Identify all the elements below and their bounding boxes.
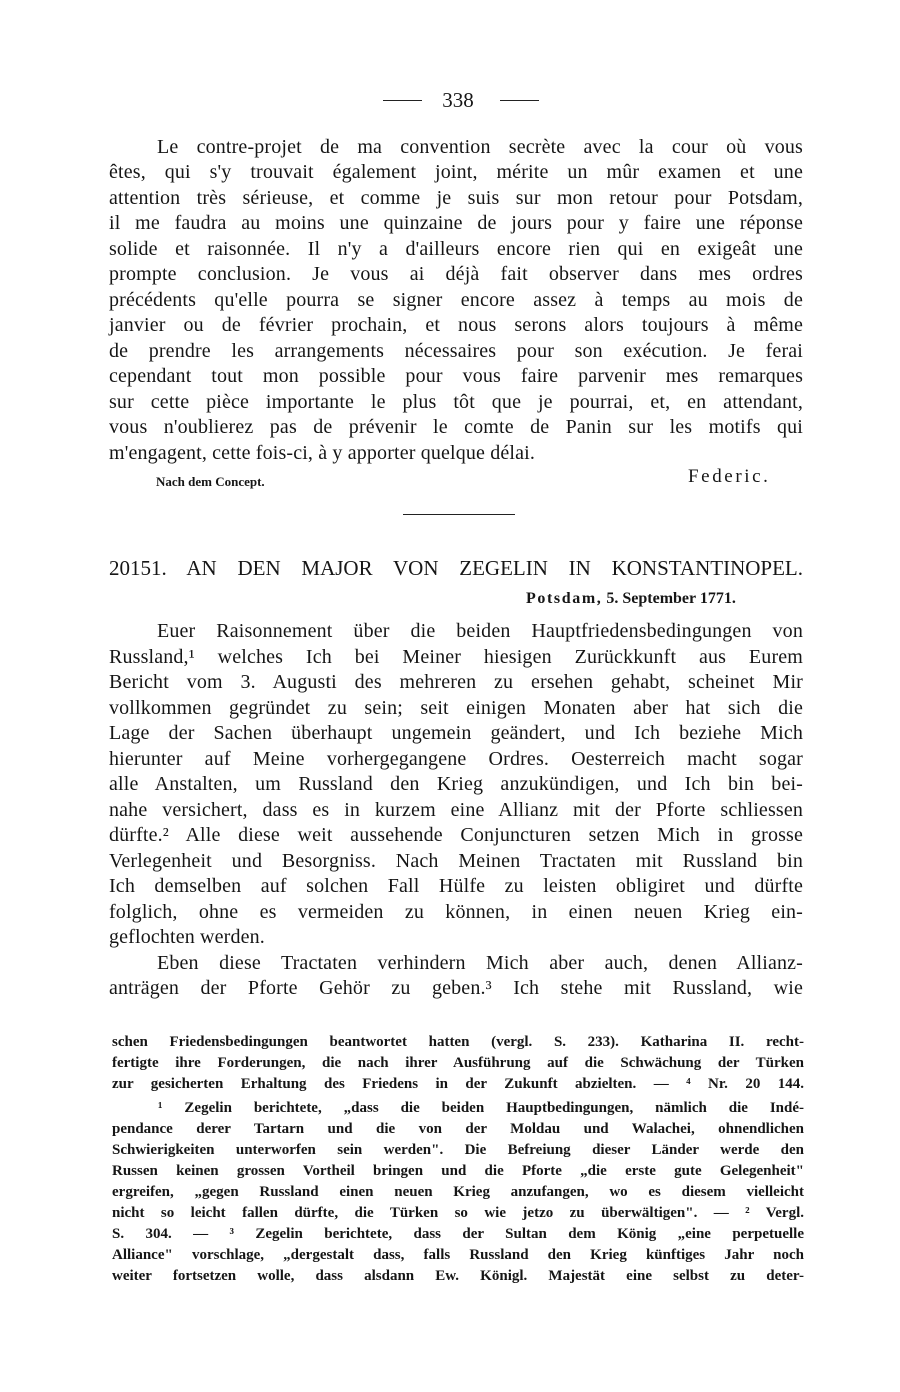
text-line: attention très sérieuse, et comme je suis sur mon retour pour Potsdam, [109, 187, 803, 209]
header-rule-right [500, 100, 539, 101]
footnote-line: schen Friedensbedingungen beantwortet hatten (vergl. S. 233). Katharina II. recht- [112, 1034, 804, 1050]
letter-title: AN DEN MAJOR VON ZEGELIN IN KONSTANTINOPEL. [186, 556, 803, 580]
footnote-line: weiter fortsetzen wolle, dass alsdann Ew. Königl. Majestät eine selbst zu deter- [112, 1268, 804, 1284]
footnote-line: pendance derer Tartarn und die von der Moldau und Walachei, ohnendlichen [112, 1121, 804, 1137]
text-line: Bericht vom 3. Augusti des mehreren zu ersehen gehabt, scheinet Mir [109, 671, 803, 693]
text-line: Verlegenheit und Besorgniss. Nach Meinen Tractaten mit Russland bin [109, 850, 803, 872]
footnote-line: ergreifen, „gegen Russland einen neuen Krieg anzufangen, wo es diesem vielleicht [112, 1184, 804, 1200]
letter-number: 20151. [109, 556, 167, 580]
footnote-line: Alliance" vorschlage, „dergestalt dass, falls Russland den Krieg künftiges Jahr noch [112, 1247, 804, 1263]
text-line: sur cette pièce importante le plus tôt que je pourrai, et, en attendant, [109, 391, 803, 413]
text-line: Le contre-projet de ma convention secrète avec la cour où vous [157, 136, 803, 158]
text-line: Ich demselben auf solchen Fall Hülfe zu leisten obligiret und dürfte [109, 875, 803, 897]
text-line: Russland,¹ welches Ich bei Meiner hiesigen Zurückkunft aus Eurem [109, 646, 803, 668]
letter-place: Potsdam, [526, 590, 603, 607]
text-line: solide et raisonnée. Il n'y a d'ailleurs encore rien qui en exigeât une [109, 238, 803, 260]
letter-heading [109, 556, 803, 581]
text-line: il me faudra au moins une quinzaine de jours pour y faire une réponse [109, 212, 803, 234]
footnote-line: S. 304. — ³ Zegelin berichtete, dass der Sultan dem König „eine perpetuelle [112, 1226, 804, 1242]
footnote-line: Russen keinen grossen Vortheil bringen und die Pforte „die erste gute Gelegenheit" [112, 1163, 804, 1179]
letter-dateline [526, 590, 736, 608]
footnote-line: zur gesicherten Erhaltung des Friedens in der Zukunft abzielten. — ⁴ Nr. 20 144. [112, 1076, 804, 1092]
text-line: êtes, qui s'y trouvait également joint, mérite un mûr examen et une [109, 161, 803, 183]
text-line: Eben diese Tractaten verhindern Mich aber auch, denen Allianz- [157, 952, 803, 974]
text-line: geflochten werden. [109, 926, 265, 948]
text-line: de prendre les arrangements nécessaires pour son exécution. Je ferai [109, 340, 803, 362]
text-line: janvier ou de février prochain, et nous serons alors toujours à même [109, 314, 803, 336]
footnote-line: nicht so leicht fallen dürfte, die Türken so wie jetzo zu überwältigen". — ² Vergl. [112, 1205, 804, 1221]
page-header [0, 88, 900, 112]
footnote-line: fertigte ihre Forderungen, die nach ihrer Ausführung auf die Schwächung der Türken [112, 1055, 804, 1071]
text-line: vous n'oublierez pas de prévenir le comte de Panin sur les motifs qui [109, 416, 803, 438]
text-line: Lage der Sachen überhaupt ungemein geändert, und Ich beziehe Mich [109, 722, 803, 744]
text-line: alle Anstalten, um Russland den Krieg anzukündigen, und Ich bin bei- [109, 773, 803, 795]
text-line: hierunter auf Meine vorhergegangene Ordres. Oesterreich macht sogar [109, 748, 803, 770]
footnote-line: ¹ Zegelin berichtete, „dass die beiden Hauptbedingungen, nämlich die Indé- [158, 1100, 804, 1116]
text-line: anträgen der Pforte Gehör zu geben.³ Ich stehe mit Russland, wie [109, 977, 803, 999]
text-line: cependant tout mon possible pour vous faire parvenir mes remarques [109, 365, 803, 387]
text-line: précédents qu'elle pourra se signer encore assez à temps au mois de [109, 289, 803, 311]
text-line: dürfte.² Alle diese weit aussehende Conjuncturen setzen Mich in grosse [109, 824, 803, 846]
text-line: prompte conclusion. Je vous ai déjà fait observer dans mes ordres [109, 263, 803, 285]
section-separator [403, 514, 515, 515]
footnote-line: Schwierigkeiten unterworfen sein werden". Die Befreiung dieser Länder werde den [112, 1142, 804, 1158]
signature: Federic. [688, 466, 771, 487]
text-line: nahe versichert, dass es in kurzem eine Allianz mit der Pforte schliessen [109, 799, 803, 821]
source-note: Nach dem Concept. [156, 474, 265, 489]
text-line: Euer Raisonnement über die beiden Hauptfriedensbedingungen von [157, 620, 803, 642]
text-line: vollkommen gegründet zu sein; seit einigen Monaten aber hat sich die [109, 697, 803, 719]
page-number: 338 [442, 88, 474, 112]
text-line: m'engagent, cette fois-ci, à y apporter quelque délai. [109, 442, 535, 464]
text-line: folglich, ohne es vermeiden zu können, in einen neuen Krieg ein- [109, 901, 803, 923]
letter-date: 5. September 1771. [606, 590, 736, 607]
